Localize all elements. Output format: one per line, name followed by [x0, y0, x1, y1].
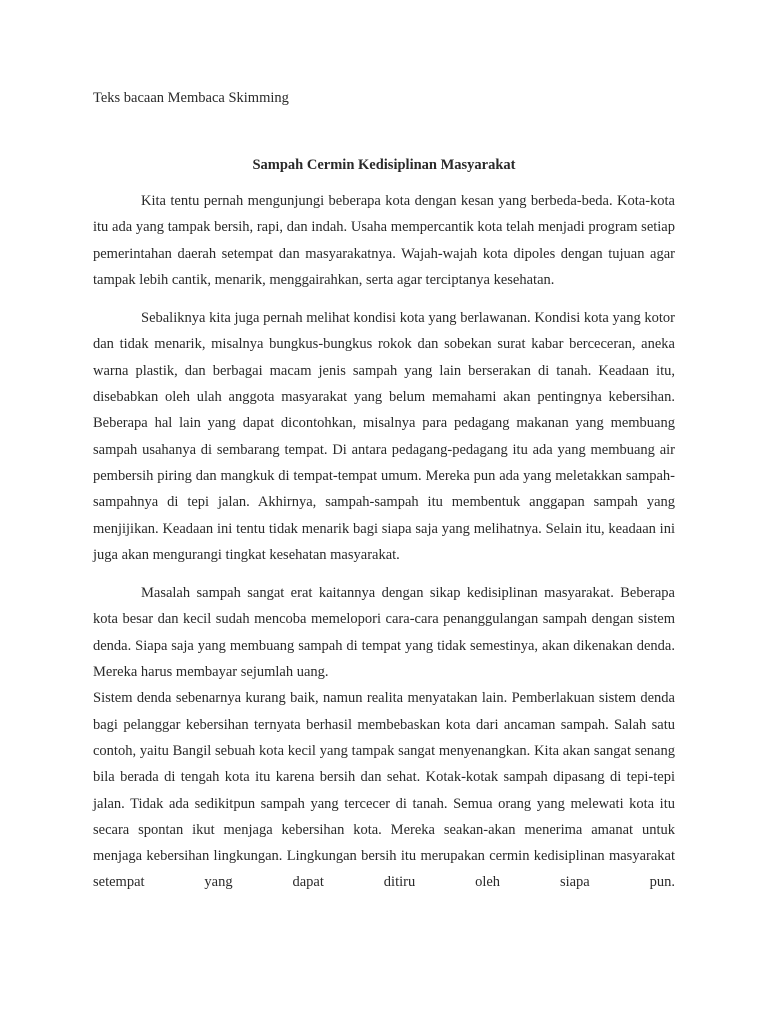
- paragraph-3-part-1: Masalah sampah sangat erat kaitannya dengan sikap kedisiplinan masyarakat. Beberapa kota besar dan kecil sudah mencoba memelopori cara-cara penanggulangan sampah dengan sistem denda. Siapa saja yang membuang sampah di tempat yang tidak semestinya, akan dikenakan denda. Mereka harus membayar sejumlah uang.: [93, 585, 675, 681]
- article-title: Sampah Cermin Kedisiplinan Masyarakat: [252, 157, 516, 173]
- article-body: [93, 188, 675, 896]
- document-heading: Teks bacaan Membaca Skimming: [93, 90, 289, 106]
- paragraph-3-part-2: Sistem denda sebenarnya kurang baik, namun realita menyatakan lain. Pemberlakuan sistem denda bagi pelanggar kebersihan ternyata berhasil membebaskan kota dari ancaman sampah. Salah satu contoh, yaitu Bangil sebuah kota kecil yang tampak sangat menyenangkan. Kita akan sangat senang bila berada di tengah kota itu karena bersih dan sehat. Kotak-kotak sampah dipasang di tepi-tepi jalan. Tidak ada sedikitpun sampah yang tercecer di tanah. Semua orang yang melewati kota itu secara spontan ikut menjaga kebersihan kota. Mereka seakan-akan menerima amanat untuk menjaga kebersihan lingkungan. Lingkungan bersih itu merupakan cermin kedisiplinan masyarakat setempat yang dapat ditiru oleh siapa pun.: [93, 690, 675, 891]
- paragraph-3: [93, 580, 675, 896]
- paragraph-1: Kita tentu pernah mengunjungi beberapa kota dengan kesan yang berbeda-beda. Kota-kota itu ada yang tampak bersih, rapi, dan indah. Usaha mempercantik kota telah menjadi program setiap pemerintahan daerah setempat dan masyarakatnya. Wajah-wajah kota dipoles dengan tujuan agar tampak lebih cantik, menarik, menggairahkan, serta agar terciptanya kesehatan.: [93, 193, 675, 288]
- paragraph-2: Sebaliknya kita juga pernah melihat kondisi kota yang berlawanan. Kondisi kota yang kotor dan tidak menarik, misalnya bungkus-bungkus rokok dan sobekan surat kabar berceceran, aneka warna plastik, dan berbagai macam jenis sampah yang lain berserakan di tanah. Keadaan itu, disebabkan oleh ulah anggota masyarakat yang belum memahami akan pentingnya kebersihan. Beberapa hal lain yang dapat dicontohkan, misalnya para pedagang makanan yang membuang sampah usahanya di sembarang tempat. Di antara pedagang-pedagang itu ada yang membuang air pembersih piring dan mangkuk di tempat-tempat umum. Mereka pun ada yang meletakkan sampah-sampahnya di tepi jalan. Akhirnya, sampah-sampah itu membentuk anggapan sampah yang menjijikan. Keadaan ini tentu tidak menarik bagi siapa saja yang melihatnya. Selain itu, keadaan ini juga akan mengurangi tingkat kesehatan masyarakat.: [93, 310, 675, 563]
